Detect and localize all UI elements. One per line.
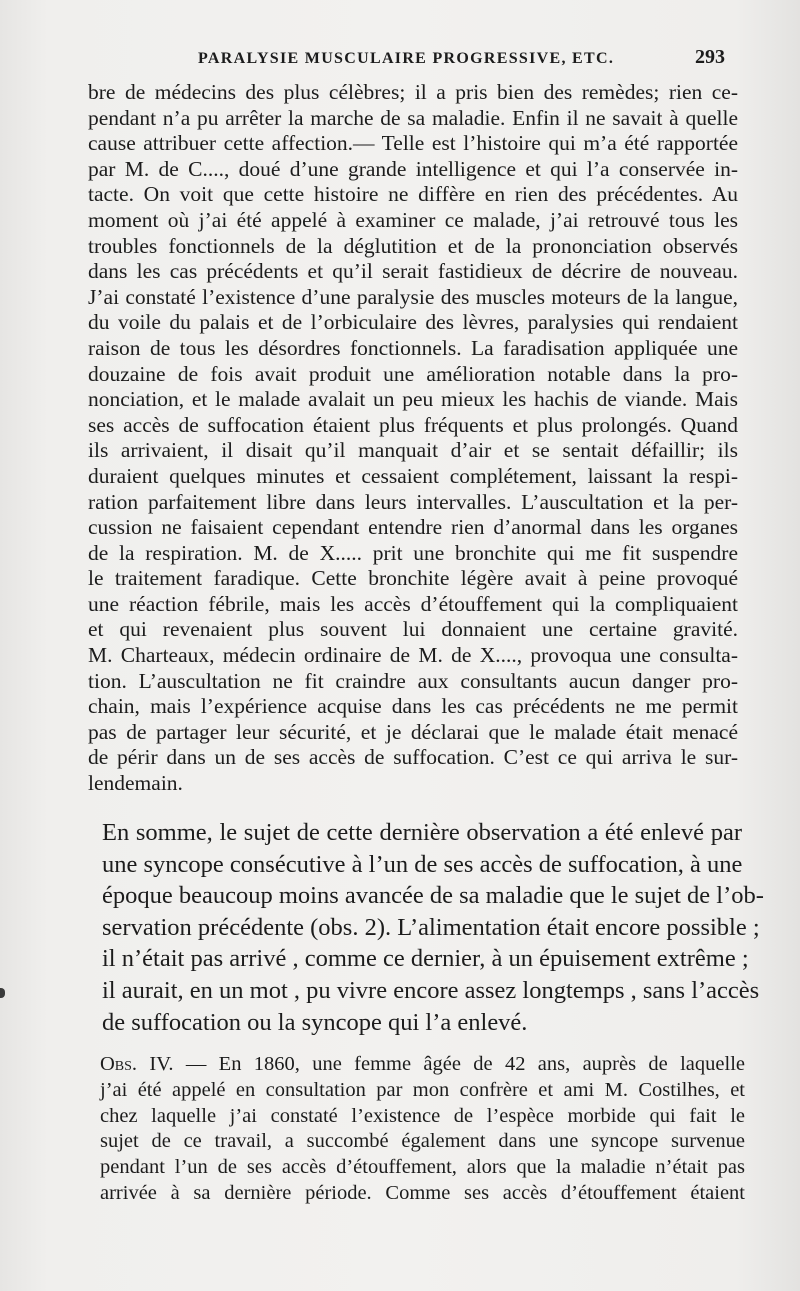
paragraph-1 [88, 80, 738, 797]
text-line: tacte. On voit que cette histoire ne diffère en rien des précédentes. Au [88, 182, 738, 207]
paragraph-2 [102, 817, 764, 1038]
text-line: ses accès de suffocation étaient plus fréquents et plus prolongés. Quand [88, 412, 738, 437]
text-line: par M. de C...., doué d’une grande intelligence et qui l’a conservée in- [88, 156, 738, 181]
text-line: chain, mais l’expérience acquise dans les cas précédents ne me permit [88, 694, 738, 719]
text-line: il n’était pas arrivé , comme ce dernier, à un épuisement extrême ; [102, 945, 749, 973]
paragraph-3 [100, 1052, 745, 1207]
text-line: et qui revenaient plus souvent lui donnaient une certaine gravité. [88, 617, 738, 642]
text-line: cause attribuer cette affection.— Telle est l’histoire qui m’a été rapportée [88, 131, 738, 156]
text-line: servation précédente (obs. 2). L’alimentation était encore possible ; [102, 913, 760, 941]
text-line [100, 1052, 745, 1078]
text-line: J’ai constaté l’existence d’une paralysie des muscles moteurs de la langue, [88, 284, 738, 309]
text-line: pendant n’a pu arrêter la marche de sa maladie. Enfin il ne savait à quelle [88, 105, 738, 130]
text-line: une réaction fébrile, mais les accès d’étouffement qui la compliquaient [88, 591, 738, 616]
page-header [198, 46, 733, 72]
text-line: lendemain. [88, 771, 183, 796]
text-line: nonciation, et le malade avalait un peu mieux les hachis de viande. Mais [88, 387, 738, 412]
text-line: M. Charteaux, médecin ordinaire de M. de X...., provoqua une consulta- [88, 643, 738, 668]
text-line: ils arrivaient, il disait qu’il manquait d’air et se sentait défaillir; ils [88, 438, 738, 463]
text-line: tion. L’auscultation ne fit craindre aux consultants aucun danger pro- [88, 668, 738, 693]
text-line: En somme, le sujet de cette dernière observation a été enlevé par [102, 819, 742, 846]
text-line: moment où j’ai été appelé à examiner ce malade, j’ai retrouvé tous les [88, 207, 738, 232]
text-line: j’ai été appelé en consultation par mon confrère et ami M. Costilhes, et [100, 1078, 745, 1101]
text-line: troubles fonctionnels de la déglutition et de la prononciation observés [88, 233, 738, 258]
text-line: raison de tous les désordres fonctionnels. La faradisation appliquée une [88, 335, 738, 360]
text-line: une syncope consécutive à l’un de ses accès de suffocation, à une [102, 850, 743, 878]
text-line: arrivée à sa dernière période. Comme ses accès d’étouffement étaient [100, 1181, 745, 1204]
text-line: ration parfaitement libre dans leurs intervalles. L’auscultation et la per- [88, 489, 738, 514]
text-line: chez laquelle j’ai constaté l’existence de l’espèce morbide qui fait le [100, 1104, 745, 1127]
text-line: pas de partager leur sécurité, et je déclarai que le malade était menacé [88, 719, 738, 744]
text-line: pendant l’un de ses accès d’étouffement, alors que la maladie n’était pas [100, 1156, 745, 1179]
observation-intro: — En 1860, une femme âgée de 42 ans, auprès de laquelle [173, 1053, 745, 1075]
text-line: de suffocation ou la syncope qui l’a enlevé. [102, 1008, 528, 1036]
text-line: sujet de ce travail, a succombé également dans une syncope survenue [100, 1130, 745, 1153]
text-line: de périr dans un de ses accès de suffocation. C’est ce qui arriva le sur- [88, 745, 738, 770]
text-line: du voile du palais et de l’orbiculaire des lèvres, paralysies qui rendaient [88, 310, 738, 335]
observation-label: Obs. IV. [100, 1053, 174, 1075]
running-head: PARALYSIE MUSCULAIRE PROGRESSIVE, ETC. [198, 50, 615, 67]
text-line: cussion ne faisaient cependant entendre rien d’anormal dans les organes [88, 515, 738, 540]
text-line: époque beaucoup moins avancée de sa maladie que le sujet de l’ob- [102, 882, 764, 910]
text-line: bre de médecins des plus célèbres; il a pris bien des remèdes; rien ce- [88, 80, 738, 104]
page-edge-mark [0, 988, 5, 998]
text-line: douzaine de fois avait produit une amélioration notable dans la pro- [88, 361, 738, 386]
page-number: 293 [695, 46, 725, 68]
text-line: dans les cas précédents et qu’il serait fastidieux de décrire de nouveau. [88, 259, 738, 284]
text-line: le traitement faradique. Cette bronchite légère avait à peine provoqué [88, 566, 738, 591]
text-line: duraient quelques minutes et cessaient complétement, laissant la respi- [88, 463, 738, 488]
text-line: il aurait, en un mot , pu vivre encore assez longtemps , sans l’accès [102, 976, 760, 1004]
text-line: de la respiration. M. de X..... prit une bronchite qui me fit suspendre [88, 540, 738, 565]
